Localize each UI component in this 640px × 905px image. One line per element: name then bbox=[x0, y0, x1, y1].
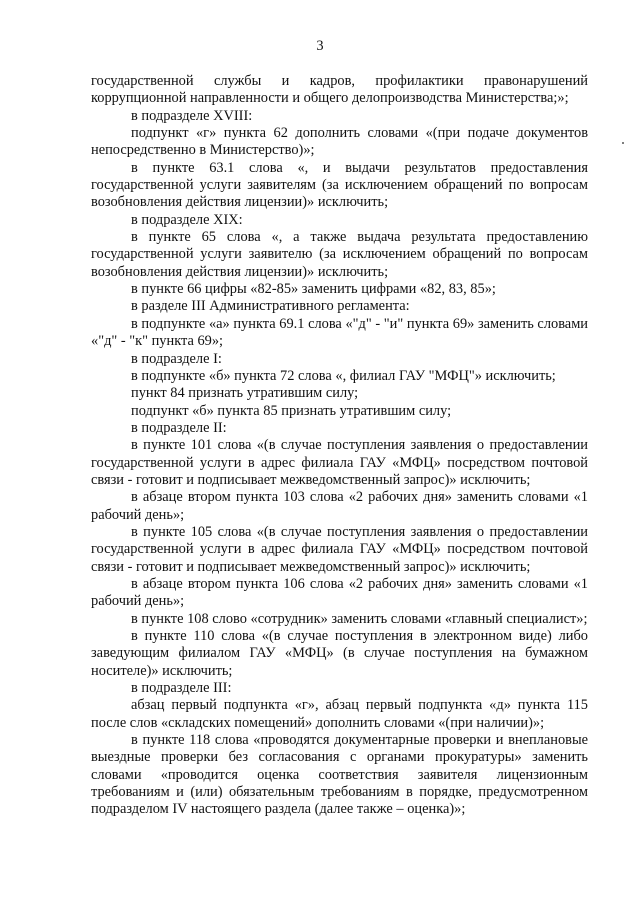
paragraph: в пункте 65 слова «, а также выдача результата предоставлению государственной услуги заявителю (за исключением обращений по вопросам возобновления действия лицензии)» исключить; bbox=[91, 229, 588, 280]
paragraph: в подразделе XVIII: bbox=[131, 107, 253, 124]
paragraph: пункт 84 признать утратившим силу; bbox=[131, 385, 359, 402]
paragraph: в абзаце втором пункта 103 слова «2 рабочих дня» заменить словами «1 рабочий день»; bbox=[91, 489, 588, 523]
paragraph: в подразделе XIX: bbox=[131, 211, 243, 228]
paragraph: в пункте 105 слова «(в случае поступления заявления о предоставлении государственной услуги в адрес филиала ГАУ «МФЦ» посредством почтовой связи - готовит и подписывает межведомственный запрос)» исключить; bbox=[91, 523, 588, 575]
paragraph: в абзаце втором пункта 106 слова «2 рабочих дня» заменить словами «1 рабочий день»; bbox=[91, 575, 588, 610]
paragraph: в подразделе II: bbox=[131, 419, 227, 436]
paragraph: в разделе III Административного регламента: bbox=[131, 298, 410, 315]
paragraph: подпункт «б» пункта 85 признать утратившим силу; bbox=[131, 402, 452, 419]
paragraph: государственной службы и кадров, профилактики правонарушений коррупционной направленности и общего делопроизводства Министерства;»; bbox=[91, 73, 588, 107]
paragraph: в подразделе III: bbox=[131, 680, 232, 697]
paragraph: в пункте 66 цифры «82-85» заменить цифрами «82, 83, 85»; bbox=[131, 281, 496, 298]
paragraph: в подпункте «а» пункта 69.1 слова «"д" - "и" пункта 69» заменить словами «"д" - "к" пункта 69»; bbox=[91, 315, 588, 350]
paragraph: в пункте 108 слово «сотрудник» заменить словами «главный специалист»; bbox=[131, 610, 588, 627]
paragraph: в подпункте «б» пункта 72 слова «, филиал ГАУ "МФЦ"» исключить; bbox=[131, 367, 556, 384]
paragraph: в пункте 63.1 слова «, и выдачи результатов предоставления государственной услуги заявителям (за исключением обращений по вопросам возобновления действия лицензии)» исключить; bbox=[91, 159, 588, 211]
page-number: 3 bbox=[316, 38, 324, 54]
paragraph: абзац первый подпункта «г», абзац первый подпункта «д» пункта 115 после слов «складских помещений» дополнить словами «(при наличии)»; bbox=[91, 697, 588, 731]
paragraph: в подразделе I: bbox=[131, 350, 222, 367]
document-body bbox=[91, 73, 588, 819]
paragraph: подпункт «г» пункта 62 дополнить словами «(при подаче документов непосредственно в Министерство)»; bbox=[91, 125, 588, 159]
paragraph: в пункте 101 слова «(в случае поступления заявления о предоставлении государственной услуги в адрес филиала ГАУ «МФЦ» посредством почтовой связи - готовит и подписывает межведомственный запрос)» исключить; bbox=[91, 437, 588, 488]
scan-speck bbox=[622, 142, 624, 144]
paragraph: в пункте 118 слова «проводятся документарные проверки и внеплановые выездные проверки без согласования с органами прокуратуры» заменить словами «проводится оценка соответствия заявителя лицензионным требованиям и (или) обязательным требованиям в порядке, предусмотренном подразделом IV настоящего раздела (далее также – оценка)»; bbox=[91, 732, 588, 818]
paragraph: в пункте 110 слова «(в случае поступления в электронном виде) либо заведующим филиалом ГАУ «МФЦ» (в случае поступления на бумажном носителе)» исключить; bbox=[91, 628, 588, 679]
